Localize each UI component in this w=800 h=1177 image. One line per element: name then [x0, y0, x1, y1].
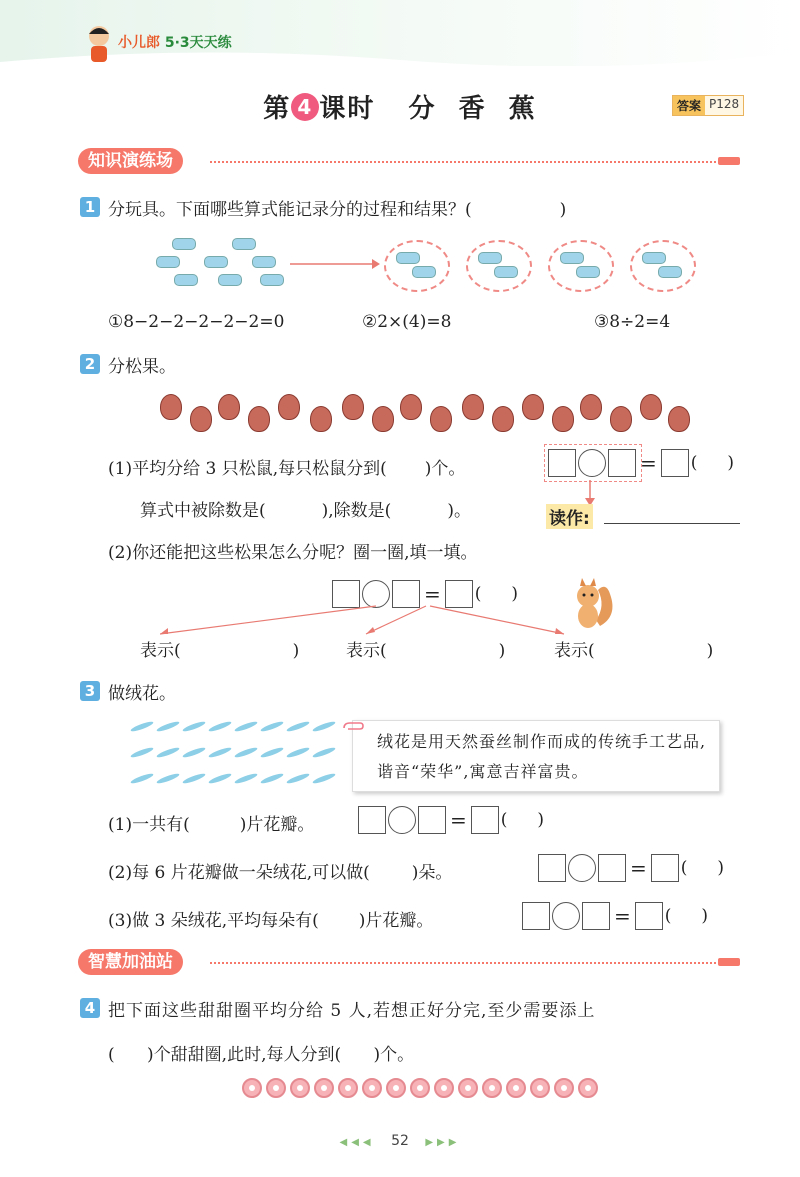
donut-icon — [410, 1078, 430, 1098]
petal-icon — [156, 720, 180, 733]
answer-box[interactable] — [538, 854, 566, 882]
toy-circle-group — [384, 240, 450, 292]
donut-icon — [362, 1078, 382, 1098]
answer-box[interactable] — [608, 449, 636, 477]
pinecone-icon — [640, 394, 662, 420]
kid-mascot-icon — [84, 24, 114, 64]
petal-icon — [130, 720, 154, 733]
q4-line1: 把下面这些甜甜圈平均分给 5 人,若想正好分完,至少需要添上 — [108, 1001, 596, 1021]
q2-meaning-1: 表示( ) — [140, 641, 300, 661]
q3-part1: (1)一共有( )片花瓣。 — [108, 815, 315, 835]
petal-icon — [260, 746, 284, 759]
plane-icon — [174, 274, 198, 286]
plane-icon — [412, 266, 436, 278]
petal-icon — [234, 746, 258, 759]
read-as-label: 读作: — [546, 504, 593, 529]
page-number: ◀◀◀ 52 ▶▶▶ — [339, 1133, 461, 1149]
info-note — [352, 720, 720, 792]
formula-q3-2 — [538, 854, 724, 882]
q2-text: 分松果。 — [108, 357, 176, 377]
plane-icon — [494, 266, 518, 278]
plane-icon — [232, 238, 256, 250]
toy-circle-group — [466, 240, 532, 292]
q2-part2: (2)你还能把这些松果怎么分呢？圈一圈,填一填。 — [108, 543, 478, 563]
paren-close: ) — [701, 906, 709, 926]
petal-icon — [130, 746, 154, 759]
pinecone-icon — [310, 406, 332, 432]
pinecone-icon — [248, 406, 270, 432]
answer-box[interactable] — [582, 902, 610, 930]
plane-icon — [658, 266, 682, 278]
petal-icon — [182, 746, 206, 759]
question-number: 3 — [80, 681, 100, 701]
section-header-practice: 知识演练场 — [78, 148, 183, 174]
pinecone-icon — [278, 394, 300, 420]
section-divider — [210, 161, 716, 163]
petal-icon — [234, 772, 258, 785]
plane-icon — [252, 256, 276, 268]
equals-sign: = — [424, 582, 441, 606]
operator-circle[interactable] — [578, 449, 606, 477]
petal-icon — [208, 746, 232, 759]
petal-icon — [260, 720, 284, 733]
answer-box[interactable] — [548, 449, 576, 477]
pinecone-icon — [190, 406, 212, 432]
plane-icon — [576, 266, 600, 278]
petal-icon — [182, 772, 206, 785]
note-text: 绒花是用天然蚕丝制作而成的传统手工艺品,谐音“荣华”,寓意吉祥富贵。 — [377, 732, 707, 781]
plane-icon — [560, 252, 584, 264]
petal-icon — [208, 772, 232, 785]
plane-icon — [642, 252, 666, 264]
paren-open: ( — [664, 906, 672, 926]
left-arrows-icon: ◀◀◀ — [339, 1137, 375, 1148]
pencil-icon — [718, 157, 740, 165]
pinecone-icon — [522, 394, 544, 420]
pinecone-icon — [462, 394, 484, 420]
donut-icon — [338, 1078, 358, 1098]
plane-icon — [204, 256, 228, 268]
paren-close: ) — [537, 810, 545, 830]
paren-open: ( — [500, 810, 508, 830]
donut-icon — [290, 1078, 310, 1098]
donut-icon — [386, 1078, 406, 1098]
petals-group — [130, 720, 340, 790]
equals-sign: = — [450, 808, 467, 832]
equals-sign: = — [640, 451, 657, 475]
q2-divisor-line: 算式中被除数是( ),除数是( )。 — [140, 501, 471, 521]
q3-part2: (2)每 6 片花瓣做一朵绒花,可以做( )朵。 — [108, 863, 453, 883]
donut-icon — [266, 1078, 286, 1098]
donut-icon — [242, 1078, 262, 1098]
pinecone-icon — [430, 406, 452, 432]
brand: 小儿郎 5·3天天练 — [118, 35, 232, 51]
q1-option-1[interactable]: ①8−2−2−2−2−2=0 — [108, 312, 285, 332]
question-number: 2 — [80, 354, 100, 374]
petal-icon — [312, 772, 336, 785]
q4-line2: ( )个甜甜圈,此时,每人分到( )个。 — [108, 1045, 415, 1065]
paren-open: ( — [680, 858, 688, 878]
answer-box[interactable] — [522, 902, 550, 930]
donut-icon — [314, 1078, 334, 1098]
pencil-icon — [718, 958, 740, 966]
operator-circle[interactable] — [388, 806, 416, 834]
q1-text: 分玩具。下面哪些算式能记录分的过程和结果？( ) — [108, 200, 567, 220]
q3-part3: (3)做 3 朵绒花,平均每朵有( )片花瓣。 — [108, 911, 434, 931]
petal-icon — [234, 720, 258, 733]
paren-open: ( — [690, 453, 698, 473]
petal-icon — [182, 720, 206, 733]
petal-icon — [286, 720, 310, 733]
paren-close: ) — [511, 584, 519, 604]
q1-option-3[interactable]: ③8÷2=4 — [594, 312, 671, 332]
plane-icon — [260, 274, 284, 286]
donut-icon — [482, 1078, 502, 1098]
pinecone-icon — [492, 406, 514, 432]
answer-box[interactable] — [661, 449, 689, 477]
pinecones-row — [160, 392, 690, 432]
clip-icon — [342, 722, 364, 734]
answer-box[interactable] — [598, 854, 626, 882]
q1-option-2[interactable]: ②2×(4)=8 — [362, 312, 452, 332]
toy-circle-group — [630, 240, 696, 292]
toys-group — [156, 236, 286, 292]
pinecone-icon — [218, 394, 240, 420]
pinecone-icon — [610, 406, 632, 432]
pinecone-icon — [160, 394, 182, 420]
answer-box[interactable] — [471, 806, 499, 834]
petal-icon — [312, 720, 336, 733]
section-divider — [210, 962, 716, 964]
toy-circle-group — [548, 240, 614, 292]
donut-icon — [506, 1078, 526, 1098]
donut-icon — [458, 1078, 478, 1098]
petal-icon — [130, 772, 154, 785]
answer-box[interactable] — [358, 806, 386, 834]
arrow-icon — [290, 258, 380, 270]
petal-icon — [260, 772, 284, 785]
pinecone-icon — [342, 394, 364, 420]
donut-icon — [530, 1078, 550, 1098]
plane-icon — [478, 252, 502, 264]
donut-icon — [554, 1078, 574, 1098]
right-arrows-icon: ▶▶▶ — [425, 1137, 461, 1148]
question-number: 4 — [80, 998, 100, 1018]
section-header-challenge: 智慧加油站 — [78, 949, 183, 975]
plane-icon — [218, 274, 242, 286]
answer-box[interactable] — [635, 902, 663, 930]
equals-sign: = — [630, 856, 647, 880]
arrow-down-icon — [584, 480, 596, 506]
formula-q2-1 — [548, 449, 734, 477]
answer-box[interactable] — [651, 854, 679, 882]
pinecone-icon — [372, 406, 394, 432]
petal-icon — [286, 772, 310, 785]
paren-close: ) — [727, 453, 735, 473]
pinecone-icon — [580, 394, 602, 420]
formula-q3-1 — [358, 806, 544, 834]
q2-part1: (1)平均分给 3 只松鼠,每只松鼠分到( )个。 — [108, 459, 466, 479]
donut-icon — [434, 1078, 454, 1098]
paren-open: ( — [474, 584, 482, 604]
read-as-line[interactable] — [604, 523, 740, 524]
q2-meaning-2: 表示( ) — [346, 641, 506, 661]
equals-sign: = — [614, 904, 631, 928]
pinecone-icon — [552, 406, 574, 432]
operator-circle[interactable] — [552, 902, 580, 930]
paren-close: ) — [717, 858, 725, 878]
connector-arrows — [130, 604, 580, 638]
page-title: 第 4 课时 分 香 蕉 — [263, 94, 537, 124]
pinecone-icon — [668, 406, 690, 432]
formula-q3-3 — [522, 902, 708, 930]
q3-text: 做绒花。 — [108, 684, 176, 704]
plane-icon — [156, 256, 180, 268]
answer-ref[interactable]: 答案 P128 — [672, 95, 744, 116]
petal-icon — [156, 772, 180, 785]
answer-box[interactable] — [418, 806, 446, 834]
petal-icon — [208, 720, 232, 733]
plane-icon — [172, 238, 196, 250]
q2-meaning-3: 表示( ) — [554, 641, 714, 661]
plane-icon — [396, 252, 420, 264]
operator-circle[interactable] — [568, 854, 596, 882]
petal-icon — [286, 746, 310, 759]
petal-icon — [312, 746, 336, 759]
donut-icon — [578, 1078, 598, 1098]
pinecone-icon — [400, 394, 422, 420]
petal-icon — [156, 746, 180, 759]
donuts-row — [242, 1078, 612, 1100]
question-number: 1 — [80, 197, 100, 217]
